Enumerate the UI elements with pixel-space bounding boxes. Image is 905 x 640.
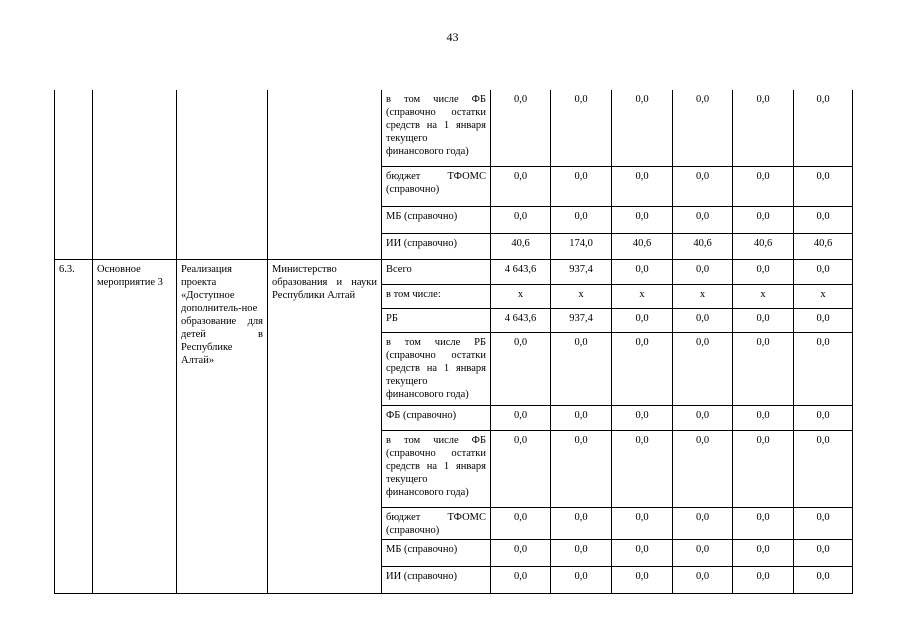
value-cell: 0,0	[612, 430, 673, 507]
value-cell: 0,0	[551, 405, 612, 430]
value-cell: 0,0	[551, 332, 612, 405]
budget-table	[54, 90, 853, 594]
funding-source-cell: в том числе ФБ (справочно остатки средств на 1 января текущего финансового года)	[382, 430, 491, 507]
item-type-cell: Основное мероприятие 3	[93, 259, 177, 593]
funding-source-cell: МБ (справочно)	[382, 539, 491, 566]
funding-source-cell: в том числе РБ (справочно остатки средств на 1 января текущего финансового года)	[382, 332, 491, 405]
funding-source-cell: Всего	[382, 259, 491, 284]
value-cell: 0,0	[612, 90, 673, 166]
page-number: 43	[446, 30, 459, 44]
value-cell: 0,0	[733, 405, 794, 430]
value-cell: 0,0	[733, 308, 794, 332]
value-cell: 0,0	[551, 166, 612, 206]
funding-source-cell: бюджет ТФОМС (справочно)	[382, 507, 491, 539]
value-cell: 0,0	[612, 507, 673, 539]
value-cell: 174,0	[551, 233, 612, 259]
value-cell: 0,0	[551, 90, 612, 166]
table-row	[55, 259, 853, 284]
value-cell: 4 643,6	[491, 308, 551, 332]
value-cell: 0,0	[794, 566, 853, 593]
value-cell: 0,0	[733, 566, 794, 593]
value-cell: 0,0	[794, 430, 853, 507]
value-cell: 0,0	[551, 507, 612, 539]
funding-source-cell: МБ (справочно)	[382, 206, 491, 233]
value-cell: 0,0	[673, 166, 733, 206]
value-cell: 0,0	[491, 166, 551, 206]
value-cell: 0,0	[733, 430, 794, 507]
value-cell: 0,0	[612, 405, 673, 430]
value-cell: 0,0	[794, 332, 853, 405]
value-cell: х	[673, 284, 733, 308]
value-cell: 0,0	[733, 332, 794, 405]
funding-source-cell: РБ	[382, 308, 491, 332]
name-cell	[177, 90, 268, 259]
value-cell: 0,0	[491, 206, 551, 233]
value-cell: 0,0	[794, 166, 853, 206]
value-cell: 0,0	[491, 566, 551, 593]
value-cell: 0,0	[673, 507, 733, 539]
value-cell: 0,0	[551, 566, 612, 593]
value-cell: 0,0	[491, 405, 551, 430]
value-cell: 0,0	[612, 206, 673, 233]
value-cell: 0,0	[733, 90, 794, 166]
item-executor-cell: Министерство образования и науки Республики Алтай	[268, 259, 382, 593]
value-cell: 0,0	[612, 332, 673, 405]
value-cell: 0,0	[794, 539, 853, 566]
value-cell: 0,0	[673, 206, 733, 233]
funding-source-cell: в том числе:	[382, 284, 491, 308]
value-cell: 0,0	[612, 566, 673, 593]
value-cell: 0,0	[551, 206, 612, 233]
item-name-cell: Реализация проекта «Доступное дополнитель-ное образование для детей в Республике Алтай»	[177, 259, 268, 593]
value-cell: 0,0	[612, 259, 673, 284]
value-cell: 0,0	[733, 259, 794, 284]
value-cell: 0,0	[673, 259, 733, 284]
value-cell: 0,0	[673, 90, 733, 166]
value-cell: 0,0	[612, 308, 673, 332]
value-cell: 0,0	[491, 507, 551, 539]
value-cell: 0,0	[612, 539, 673, 566]
value-cell: 0,0	[794, 308, 853, 332]
value-cell: 0,0	[794, 507, 853, 539]
value-cell: 0,0	[491, 539, 551, 566]
executor-cell	[268, 90, 382, 259]
number-cell	[55, 90, 93, 259]
item-number-cell: 6.3.	[55, 259, 93, 593]
value-cell: 0,0	[673, 430, 733, 507]
value-cell: 0,0	[673, 405, 733, 430]
value-cell: 937,4	[551, 308, 612, 332]
value-cell: 0,0	[673, 539, 733, 566]
value-cell: 0,0	[794, 206, 853, 233]
funding-source-cell: ФБ (справочно)	[382, 405, 491, 430]
value-cell: 937,4	[551, 259, 612, 284]
value-cell: 40,6	[673, 233, 733, 259]
value-cell: х	[612, 284, 673, 308]
funding-source-cell: ИИ (справочно)	[382, 566, 491, 593]
value-cell: х	[794, 284, 853, 308]
value-cell: 0,0	[491, 430, 551, 507]
value-cell: 0,0	[491, 332, 551, 405]
funding-source-cell: бюджет ТФОМС (справочно)	[382, 166, 491, 206]
value-cell: 0,0	[673, 308, 733, 332]
value-cell: 0,0	[733, 539, 794, 566]
value-cell: 40,6	[612, 233, 673, 259]
value-cell: 0,0	[794, 259, 853, 284]
value-cell: 0,0	[733, 166, 794, 206]
value-cell: 0,0	[612, 166, 673, 206]
value-cell: 4 643,6	[491, 259, 551, 284]
value-cell: х	[491, 284, 551, 308]
value-cell: 0,0	[673, 332, 733, 405]
value-cell: х	[551, 284, 612, 308]
value-cell: 0,0	[551, 539, 612, 566]
value-cell: 0,0	[491, 90, 551, 166]
value-cell: х	[733, 284, 794, 308]
value-cell: 40,6	[491, 233, 551, 259]
funding-source-cell: в том числе ФБ (справочно остатки средств на 1 января текущего финансового года)	[382, 90, 491, 166]
table-row	[55, 90, 853, 166]
value-cell: 40,6	[733, 233, 794, 259]
value-cell: 0,0	[733, 507, 794, 539]
value-cell: 40,6	[794, 233, 853, 259]
value-cell: 0,0	[794, 405, 853, 430]
value-cell: 0,0	[673, 566, 733, 593]
type-cell	[93, 90, 177, 259]
value-cell: 0,0	[733, 206, 794, 233]
funding-source-cell: ИИ (справочно)	[382, 233, 491, 259]
value-cell: 0,0	[794, 90, 853, 166]
value-cell: 0,0	[551, 430, 612, 507]
